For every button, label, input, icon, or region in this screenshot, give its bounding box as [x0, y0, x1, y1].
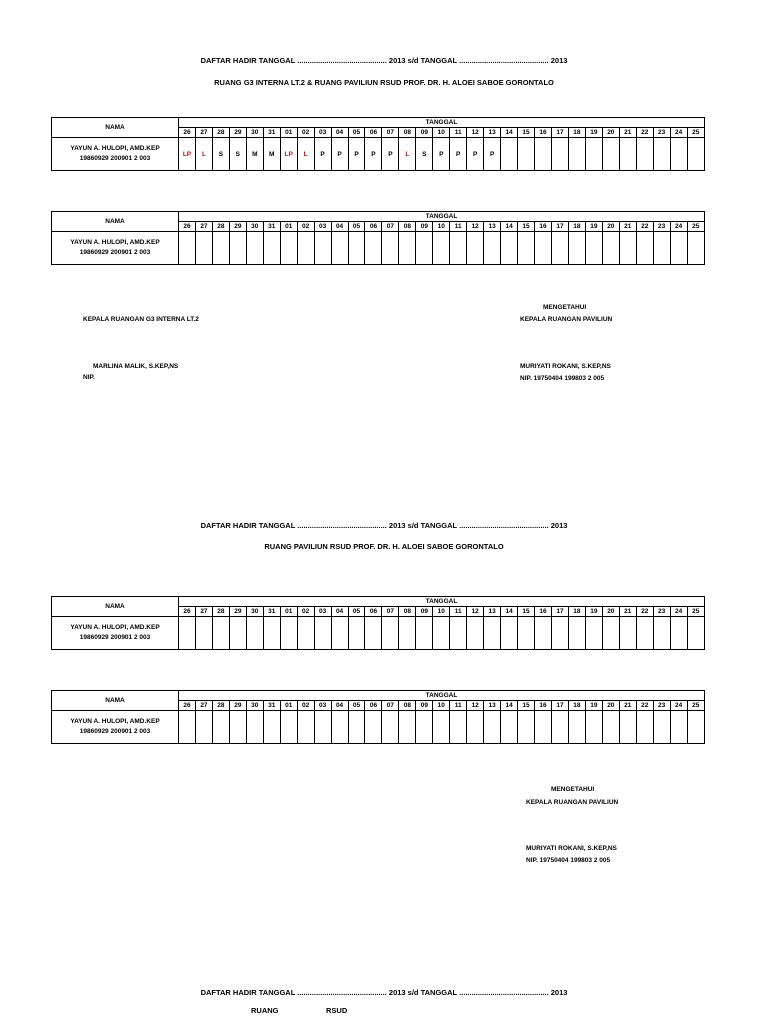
date-header-cell: 20	[602, 701, 619, 711]
date-header-cell: 07	[382, 222, 399, 232]
date-header-cell: 24	[670, 128, 687, 138]
date-header-cell: 28	[212, 128, 229, 138]
attendance-cell[interactable]	[280, 617, 297, 650]
date-header-cell: 30	[246, 607, 263, 617]
date-header-cell: 11	[450, 607, 467, 617]
left-signer-nip: NIP.	[83, 374, 95, 381]
attendance-cell[interactable]	[433, 232, 450, 265]
attendance-cell[interactable]	[212, 617, 229, 650]
date-header-cell: 17	[551, 701, 568, 711]
attendance-cell[interactable]	[585, 138, 602, 171]
date-header-cell: 26	[179, 222, 196, 232]
date-header-cell: 01	[280, 128, 297, 138]
left-signer-title: KEPALA RUANGAN G3 INTERNA LT.2	[83, 316, 199, 323]
attendance-cell[interactable]	[179, 711, 196, 744]
date-header-cell: 19	[585, 222, 602, 232]
attendance-table-2	[51, 211, 705, 265]
attendance-cell[interactable]: P	[365, 138, 382, 171]
date-header-cell: 07	[382, 701, 399, 711]
date-header-cell: 12	[467, 222, 484, 232]
date-header-cell: 14	[501, 701, 518, 711]
attendance-cell[interactable]	[450, 711, 467, 744]
date-header-cell: 21	[619, 701, 636, 711]
attendance-cell[interactable]	[568, 711, 585, 744]
attendance-cell[interactable]	[246, 711, 263, 744]
date-header-cell: 02	[297, 128, 314, 138]
attendance-cell[interactable]	[551, 617, 568, 650]
section-1-subtitle: RUANG G3 INTERNA LT.2 & RUANG PAVILIUN RSUD PROF. DR. H. ALOEI SABOE GORONTALO	[214, 78, 554, 87]
date-header-cell: 01	[280, 607, 297, 617]
date-header-cell: 18	[568, 701, 585, 711]
date-header-cell: 25	[687, 128, 704, 138]
attendance-cell[interactable]	[653, 617, 670, 650]
nama-header: NAMA	[52, 597, 179, 617]
date-header-cell: 01	[280, 222, 297, 232]
date-header-cell: 25	[687, 607, 704, 617]
date-header-cell: 31	[263, 701, 280, 711]
date-header-cell: 29	[229, 128, 246, 138]
attendance-cell[interactable]	[602, 138, 619, 171]
section-2-subtitle: RUANG PAVILIUN RSUD PROF. DR. H. ALOEI SABOE GORONTALO	[264, 542, 504, 551]
attendance-cell[interactable]: P	[467, 138, 484, 171]
attendance-cell[interactable]: M	[263, 138, 280, 171]
date-header-cell: 29	[229, 222, 246, 232]
date-header-cell: 12	[467, 607, 484, 617]
attendance-cell[interactable]	[195, 711, 212, 744]
attendance-cell[interactable]	[670, 232, 687, 265]
employee-name: YAYUN A. HULOPI, AMD.KEP	[70, 239, 160, 246]
date-header-cell: 25	[687, 701, 704, 711]
date-header-cell: 14	[501, 607, 518, 617]
date-header-cell: 13	[484, 607, 501, 617]
attendance-cell[interactable]	[619, 617, 636, 650]
attendance-cell[interactable]: S	[416, 138, 433, 171]
date-header-cell: 26	[179, 128, 196, 138]
attendance-cell[interactable]	[399, 711, 416, 744]
attendance-cell[interactable]: L	[297, 138, 314, 171]
attendance-cell[interactable]	[619, 232, 636, 265]
acknowledged-label: MENGETAHUI	[543, 304, 587, 311]
attendance-cell[interactable]	[619, 711, 636, 744]
date-header-cell: 02	[297, 222, 314, 232]
right-signer-title-2: KEPALA RUANGAN PAVILIUN	[526, 799, 619, 806]
date-header-cell: 07	[382, 607, 399, 617]
right-signer-name-2: MURIYATI ROKANI, S.KEP,NS	[526, 845, 617, 852]
attendance-cell[interactable]: P	[331, 138, 348, 171]
date-header-cell: 23	[653, 222, 670, 232]
attendance-cell[interactable]	[382, 617, 399, 650]
date-header-cell: 23	[653, 128, 670, 138]
attendance-cell[interactable]: LP	[179, 138, 196, 171]
attendance-cell[interactable]	[331, 232, 348, 265]
attendance-cell[interactable]	[229, 711, 246, 744]
attendance-cell[interactable]	[280, 232, 297, 265]
employee-nip: 19860929 200901 2 003	[79, 249, 151, 256]
date-header-cell: 05	[348, 128, 365, 138]
attendance-cell[interactable]	[551, 232, 568, 265]
attendance-cell[interactable]	[433, 711, 450, 744]
date-header-cell: 18	[568, 607, 585, 617]
date-header-cell: 12	[467, 128, 484, 138]
date-header-cell: 08	[399, 701, 416, 711]
attendance-cell[interactable]	[399, 232, 416, 265]
attendance-cell[interactable]	[687, 617, 704, 650]
date-header-cell: 22	[636, 701, 653, 711]
attendance-cell[interactable]	[585, 232, 602, 265]
attendance-table-1	[51, 117, 705, 171]
attendance-cell[interactable]	[179, 617, 196, 650]
attendance-cell[interactable]	[365, 617, 382, 650]
employee-cell	[52, 711, 179, 744]
date-header-cell: 11	[450, 128, 467, 138]
attendance-cell[interactable]	[687, 232, 704, 265]
section-2-title: DAFTAR HADIR TANGGAL ........................................... 2013 s/d TANGGAL ........................................... 2013	[200, 521, 568, 530]
attendance-cell[interactable]: P	[433, 138, 450, 171]
date-header-cell: 24	[670, 222, 687, 232]
tanggal-header: TANGGAL	[179, 118, 705, 128]
attendance-cell[interactable]	[195, 232, 212, 265]
employee-name: YAYUN A. HULOPI, AMD.KEP	[70, 145, 160, 152]
attendance-cell[interactable]	[348, 617, 365, 650]
date-header-cell: 03	[314, 607, 331, 617]
attendance-cell[interactable]	[551, 711, 568, 744]
date-header-cell: 09	[416, 701, 433, 711]
date-header-cell: 10	[433, 607, 450, 617]
date-header-cell: 27	[195, 701, 212, 711]
attendance-cell[interactable]	[348, 232, 365, 265]
attendance-cell[interactable]	[535, 138, 552, 171]
date-header-cell: 23	[653, 701, 670, 711]
attendance-cell[interactable]	[195, 617, 212, 650]
attendance-cell[interactable]	[314, 232, 331, 265]
employee-name: YAYUN A. HULOPI, AMD.KEP	[70, 624, 160, 631]
date-header-cell: 04	[331, 222, 348, 232]
attendance-cell[interactable]	[602, 232, 619, 265]
attendance-cell[interactable]: P	[450, 138, 467, 171]
attendance-cell[interactable]	[280, 711, 297, 744]
acknowledged-label-2: MENGETAHUI	[551, 786, 595, 793]
attendance-cell[interactable]	[568, 617, 585, 650]
attendance-cell[interactable]	[535, 711, 552, 744]
attendance-cell[interactable]	[653, 138, 670, 171]
date-header-cell: 04	[331, 128, 348, 138]
date-header-cell: 19	[585, 701, 602, 711]
date-header-cell: 24	[670, 607, 687, 617]
attendance-cell[interactable]	[450, 617, 467, 650]
date-header-cell: 01	[280, 701, 297, 711]
attendance-cell[interactable]	[518, 232, 535, 265]
date-header-cell: 13	[484, 128, 501, 138]
attendance-cell[interactable]	[501, 617, 518, 650]
attendance-cell[interactable]	[467, 617, 484, 650]
attendance-table-3	[51, 596, 705, 650]
date-header-cell: 06	[365, 128, 382, 138]
attendance-cell[interactable]	[551, 138, 568, 171]
date-header-cell: 16	[535, 607, 552, 617]
date-header-cell: 09	[416, 607, 433, 617]
attendance-cell[interactable]	[518, 617, 535, 650]
tanggal-header: TANGGAL	[179, 691, 705, 701]
date-header-cell: 11	[450, 701, 467, 711]
date-header-cell: 13	[484, 222, 501, 232]
date-header-cell: 21	[619, 222, 636, 232]
attendance-cell[interactable]	[433, 617, 450, 650]
attendance-cell[interactable]	[179, 232, 196, 265]
date-header-cell: 30	[246, 128, 263, 138]
right-signer-name: MURIYATI ROKANI, S.KEP,NS	[520, 363, 611, 370]
employee-name: YAYUN A. HULOPI, AMD.KEP	[70, 718, 160, 725]
date-header-cell: 19	[585, 607, 602, 617]
date-header-cell: 08	[399, 607, 416, 617]
date-header-cell: 28	[212, 222, 229, 232]
date-header-cell: 26	[179, 701, 196, 711]
date-header-cell: 03	[314, 701, 331, 711]
date-header-cell: 04	[331, 607, 348, 617]
attendance-cell[interactable]	[297, 617, 314, 650]
date-header-cell: 27	[195, 128, 212, 138]
attendance-cell[interactable]	[484, 711, 501, 744]
attendance-cell[interactable]	[246, 617, 263, 650]
date-header-cell: 17	[551, 607, 568, 617]
attendance-cell[interactable]	[670, 711, 687, 744]
date-header-cell: 18	[568, 128, 585, 138]
attendance-cell[interactable]	[636, 617, 653, 650]
attendance-cell[interactable]	[619, 138, 636, 171]
date-header-cell: 05	[348, 222, 365, 232]
attendance-cell[interactable]: P	[382, 138, 399, 171]
date-header-cell: 06	[365, 701, 382, 711]
attendance-cell[interactable]	[484, 617, 501, 650]
date-header-cell: 25	[687, 222, 704, 232]
date-header-cell: 11	[450, 222, 467, 232]
date-header-cell: 22	[636, 128, 653, 138]
date-header-cell: 21	[619, 128, 636, 138]
date-header-cell: 16	[535, 701, 552, 711]
nama-header: NAMA	[52, 212, 179, 232]
attendance-cell[interactable]	[636, 232, 653, 265]
attendance-cell[interactable]	[212, 711, 229, 744]
date-header-cell: 17	[551, 222, 568, 232]
date-header-cell: 09	[416, 128, 433, 138]
attendance-cell[interactable]	[212, 232, 229, 265]
attendance-cell[interactable]	[568, 138, 585, 171]
left-signer-name: MARLINA MALIK, S.KEP,NS	[93, 363, 179, 370]
date-header-cell: 05	[348, 607, 365, 617]
attendance-cell[interactable]: P	[484, 138, 501, 171]
attendance-cell[interactable]	[687, 138, 704, 171]
attendance-cell[interactable]	[602, 617, 619, 650]
date-header-cell: 09	[416, 222, 433, 232]
right-signer-title: KEPALA RUANGAN PAVILIUN	[520, 316, 613, 323]
date-header-cell: 08	[399, 128, 416, 138]
employee-cell	[52, 232, 179, 265]
date-header-cell: 27	[195, 222, 212, 232]
date-header-cell: 28	[212, 607, 229, 617]
date-header-cell: 02	[297, 607, 314, 617]
attendance-cell[interactable]	[399, 617, 416, 650]
attendance-cell[interactable]	[518, 138, 535, 171]
attendance-cell[interactable]	[263, 232, 280, 265]
date-header-cell: 21	[619, 607, 636, 617]
date-header-cell: 14	[501, 222, 518, 232]
attendance-cell[interactable]	[314, 711, 331, 744]
nama-header: NAMA	[52, 691, 179, 711]
attendance-cell[interactable]	[585, 711, 602, 744]
attendance-cell[interactable]	[585, 617, 602, 650]
date-header-cell: 14	[501, 128, 518, 138]
attendance-cell[interactable]	[535, 617, 552, 650]
attendance-cell[interactable]: LP	[280, 138, 297, 171]
date-header-cell: 15	[518, 222, 535, 232]
employee-nip: 19860929 200901 2 003	[79, 634, 151, 641]
tanggal-header: TANGGAL	[179, 597, 705, 607]
attendance-cell[interactable]: S	[229, 138, 246, 171]
date-header-cell: 15	[518, 607, 535, 617]
date-header-cell: 15	[518, 701, 535, 711]
attendance-cell[interactable]	[263, 617, 280, 650]
attendance-cell[interactable]	[450, 232, 467, 265]
date-header-cell: 06	[365, 607, 382, 617]
attendance-cell[interactable]	[535, 232, 552, 265]
date-header-cell: 23	[653, 607, 670, 617]
date-header-cell: 31	[263, 607, 280, 617]
nama-header: NAMA	[52, 118, 179, 138]
attendance-cell[interactable]	[518, 711, 535, 744]
attendance-cell[interactable]	[636, 138, 653, 171]
attendance-cell[interactable]	[297, 232, 314, 265]
date-header-cell: 22	[636, 607, 653, 617]
employee-cell	[52, 617, 179, 650]
date-header-cell: 20	[602, 128, 619, 138]
date-header-cell: 12	[467, 701, 484, 711]
date-header-cell: 29	[229, 701, 246, 711]
attendance-cell[interactable]	[314, 617, 331, 650]
attendance-cell[interactable]	[416, 617, 433, 650]
attendance-cell[interactable]	[467, 232, 484, 265]
attendance-cell[interactable]	[653, 232, 670, 265]
attendance-cell[interactable]: P	[314, 138, 331, 171]
date-header-cell: 10	[433, 128, 450, 138]
date-header-cell: 29	[229, 607, 246, 617]
section-3-title: DAFTAR HADIR TANGGAL ........................................... 2013 s/d TANGGAL ........................................... 2013	[200, 988, 568, 997]
attendance-cell[interactable]	[263, 711, 280, 744]
attendance-cell[interactable]	[670, 617, 687, 650]
date-header-cell: 30	[246, 222, 263, 232]
attendance-cell[interactable]: S	[212, 138, 229, 171]
attendance-cell[interactable]	[365, 232, 382, 265]
date-header-cell: 03	[314, 128, 331, 138]
date-header-cell: 20	[602, 607, 619, 617]
attendance-cell[interactable]	[229, 617, 246, 650]
attendance-cell[interactable]	[416, 711, 433, 744]
date-header-cell: 24	[670, 701, 687, 711]
date-header-cell: 31	[263, 222, 280, 232]
date-header-cell: 16	[535, 222, 552, 232]
date-header-cell: 18	[568, 222, 585, 232]
employee-cell	[52, 138, 179, 171]
date-header-cell: 03	[314, 222, 331, 232]
section-3-subtitle-ruang: RUANG	[251, 1006, 279, 1015]
attendance-cell[interactable]	[568, 232, 585, 265]
employee-nip: 19860929 200901 2 003	[79, 155, 151, 162]
date-header-cell: 10	[433, 701, 450, 711]
date-header-cell: 02	[297, 701, 314, 711]
attendance-cell[interactable]	[501, 232, 518, 265]
attendance-cell[interactable]: L	[195, 138, 212, 171]
date-header-cell: 08	[399, 222, 416, 232]
date-header-cell: 22	[636, 222, 653, 232]
attendance-cell[interactable]	[636, 711, 653, 744]
attendance-cell[interactable]	[382, 711, 399, 744]
date-header-cell: 15	[518, 128, 535, 138]
date-header-cell: 31	[263, 128, 280, 138]
date-header-cell: 16	[535, 128, 552, 138]
attendance-cell[interactable]	[331, 711, 348, 744]
attendance-cell[interactable]	[687, 711, 704, 744]
date-header-cell: 04	[331, 701, 348, 711]
employee-nip: 19860929 200901 2 003	[79, 728, 151, 735]
attendance-table-4	[51, 690, 705, 744]
date-header-cell: 30	[246, 701, 263, 711]
attendance-cell[interactable]	[331, 617, 348, 650]
date-header-cell: 17	[551, 128, 568, 138]
date-header-cell: 07	[382, 128, 399, 138]
attendance-cell[interactable]	[382, 232, 399, 265]
date-header-cell: 27	[195, 607, 212, 617]
date-header-cell: 06	[365, 222, 382, 232]
attendance-cell[interactable]	[653, 711, 670, 744]
right-signer-nip-2: NIP. 19750404 199803 2 005	[526, 857, 611, 864]
date-header-cell: 05	[348, 701, 365, 711]
date-header-cell: 13	[484, 701, 501, 711]
attendance-cell[interactable]	[501, 138, 518, 171]
right-signer-nip: NIP. 19750404 199803 2 005	[520, 375, 605, 382]
attendance-cell[interactable]: L	[399, 138, 416, 171]
section-1-title: DAFTAR HADIR TANGGAL ........................................... 2013 s/d TANGGAL ........................................... 2013	[200, 56, 568, 65]
attendance-cell[interactable]: P	[348, 138, 365, 171]
date-header-cell: 26	[179, 607, 196, 617]
attendance-cell[interactable]	[348, 711, 365, 744]
attendance-cell[interactable]	[229, 232, 246, 265]
attendance-cell[interactable]	[670, 138, 687, 171]
attendance-cell[interactable]	[246, 232, 263, 265]
attendance-cell[interactable]	[602, 711, 619, 744]
tanggal-header: TANGGAL	[179, 212, 705, 222]
attendance-cell[interactable]	[484, 232, 501, 265]
attendance-cell[interactable]	[467, 711, 484, 744]
attendance-cell[interactable]	[501, 711, 518, 744]
date-header-cell: 10	[433, 222, 450, 232]
date-header-cell: 28	[212, 701, 229, 711]
date-header-cell: 19	[585, 128, 602, 138]
attendance-cell[interactable]	[365, 711, 382, 744]
section-3-subtitle-rsud: RSUD	[326, 1006, 348, 1015]
attendance-cell[interactable]	[416, 232, 433, 265]
attendance-cell[interactable]	[297, 711, 314, 744]
attendance-cell[interactable]: M	[246, 138, 263, 171]
date-header-cell: 20	[602, 222, 619, 232]
